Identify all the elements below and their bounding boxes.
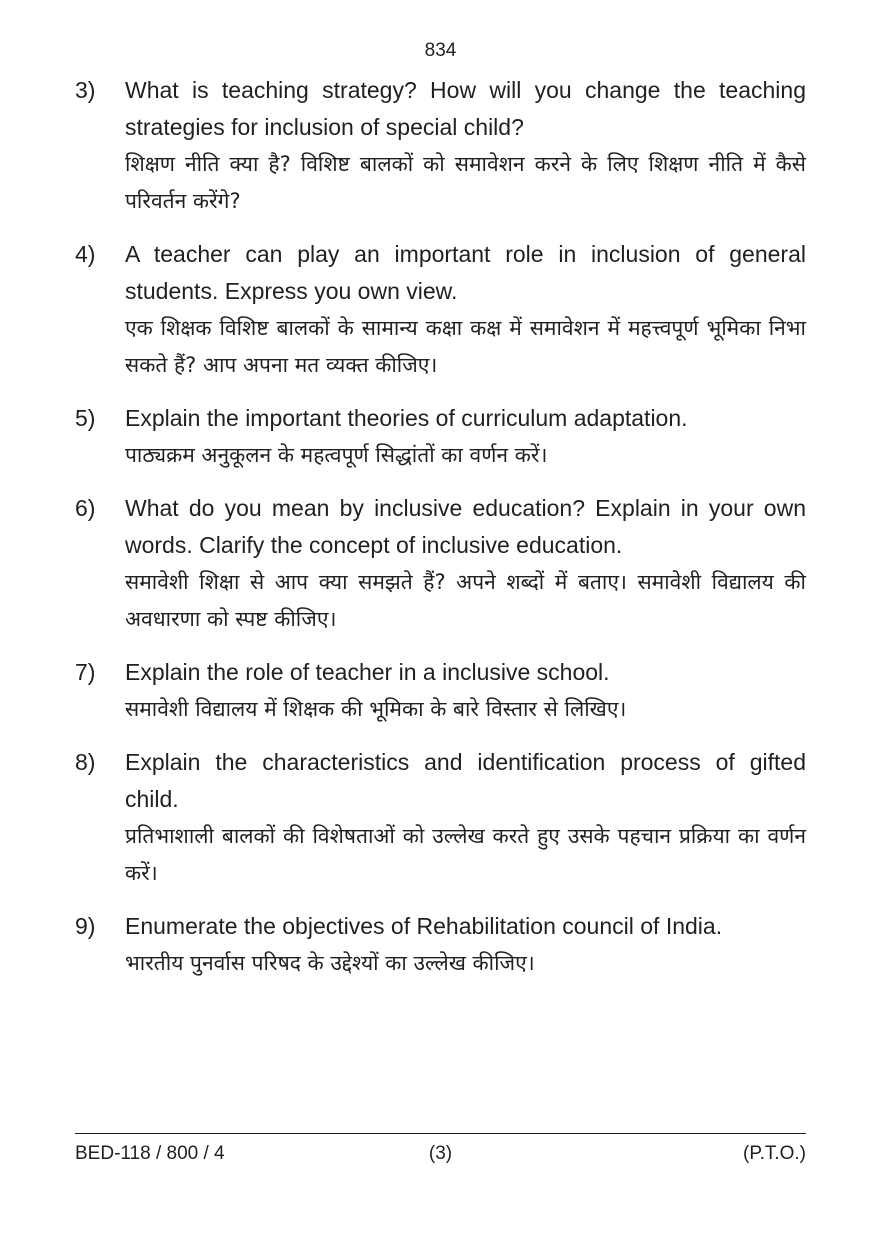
- question-text-hindi: एक शिक्षक विशिष्ट बालकों के सामान्य कक्षा कक्ष में समावेशन में महत्त्वपूर्ण भूमिका निभा सकते हैं? आप अपना मत व्यक्त कीजिए।: [125, 316, 806, 377]
- question-number: 5): [75, 405, 96, 431]
- question-body: [125, 490, 806, 638]
- question-body: [125, 400, 806, 474]
- question-6: [75, 490, 806, 638]
- question-text-hindi: समावेशी विद्यालय में शिक्षक की भूमिका के बारे विस्तार से लिखिए।: [125, 697, 627, 721]
- question-number: 7): [75, 659, 96, 685]
- question-text-english: Explain the characteristics and identification process of gifted child.: [125, 749, 806, 812]
- question-text-english: A teacher can play an important role in inclusion of general students. Express you own view.: [125, 241, 806, 304]
- question-number: 6): [75, 495, 96, 521]
- question-text-hindi: प्रतिभाशाली बालकों की विशेषताओं को उल्लेख करते हुए उसके पहचान प्रक्रिया का वर्णन करें।: [125, 824, 806, 885]
- question-9: [75, 908, 806, 982]
- question-number: 9): [75, 913, 96, 939]
- question-text-hindi: पाठ्यक्रम अनुकूलन के महत्वपूर्ण सिद्धांतों का वर्णन करें।: [125, 443, 548, 467]
- question-body: [125, 744, 806, 892]
- question-number: 4): [75, 241, 96, 267]
- question-4: [75, 236, 806, 384]
- question-3: [75, 72, 806, 220]
- question-body: [125, 236, 806, 384]
- question-text-hindi: भारतीय पुनर्वास परिषद के उद्देश्यों का उल्लेख कीजिए।: [125, 951, 535, 975]
- question-body: [125, 654, 806, 728]
- footer-paper-code: BED-118 / 800 / 4: [75, 1143, 225, 1164]
- page-number: 834: [424, 40, 457, 61]
- question-body: [125, 908, 806, 982]
- question-body: [125, 72, 806, 220]
- question-text-english: Explain the important theories of curriculum adaptation.: [125, 405, 688, 431]
- question-text-english: What is teaching strategy? How will you change the teaching strategies for inclusion of special child?: [125, 77, 806, 140]
- question-7: [75, 654, 806, 728]
- question-5: [75, 400, 806, 474]
- footer-pto: (P.T.O.): [743, 1143, 807, 1164]
- footer-page-number: (3): [428, 1143, 453, 1164]
- question-text-english: Enumerate the objectives of Rehabilitation council of India.: [125, 913, 723, 939]
- footer-divider: [75, 1133, 806, 1134]
- question-8: [75, 744, 806, 892]
- question-number: 8): [75, 749, 96, 775]
- question-text-hindi: समावेशी शिक्षा से आप क्या समझते हैं? अपने शब्दों में बताए। समावेशी विद्यालय की अवधारणा को स्पष्ट कीजिए।: [125, 570, 806, 631]
- question-text-english: Explain the role of teacher in a inclusive school.: [125, 659, 610, 685]
- question-text-english: What do you mean by inclusive education? Explain in your own words. Clarify the concept of inclusive education.: [125, 495, 806, 558]
- page-footer: [75, 1143, 806, 1165]
- question-number: 3): [75, 77, 96, 103]
- question-list: [75, 72, 806, 998]
- question-text-hindi: शिक्षण नीति क्या है? विशिष्ट बालकों को समावेशन करने के लिए शिक्षण नीति में कैसे परिवर्तन करेंगे?: [125, 152, 806, 213]
